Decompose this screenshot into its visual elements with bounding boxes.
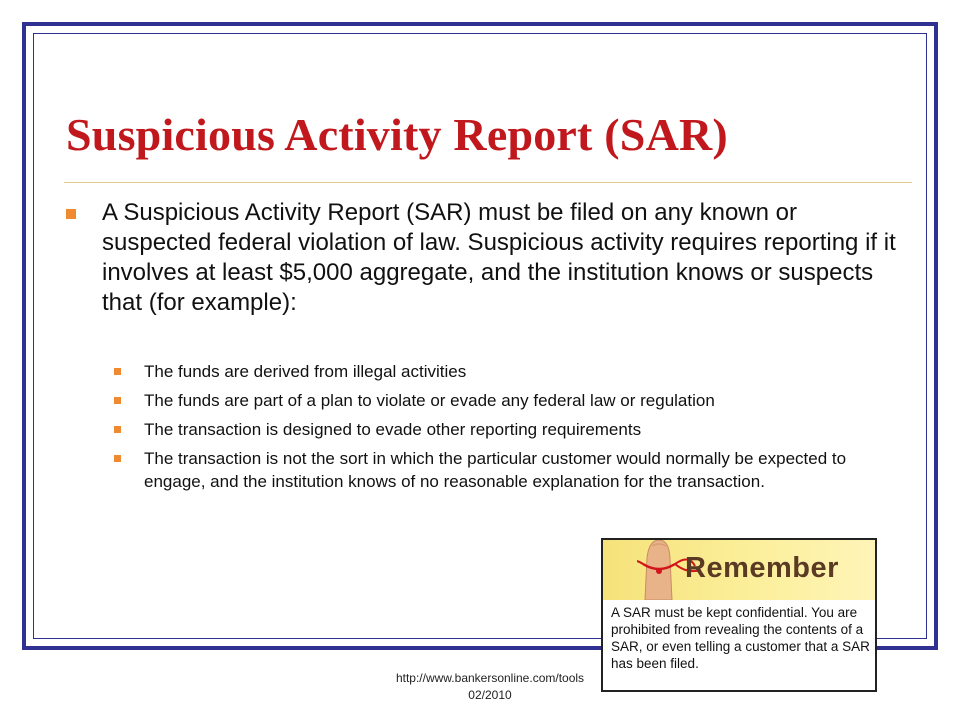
sub-bullet-text: The transaction is not the sort in which the particular customer would normally be expected to engage, and the institution knows of no reasonable explanation for the transaction. xyxy=(144,449,847,491)
square-bullet-icon xyxy=(114,455,121,462)
main-bullet-text: A Suspicious Activity Report (SAR) must be filed on any known or suspected federal violation of law. Suspicious activity requires reporting if it involves at least $5,000 aggregate, and the institution knows or suspects that (for example): xyxy=(102,199,896,316)
source-citation xyxy=(340,670,640,704)
list-item xyxy=(114,389,904,412)
slide-title: Suspicious Activity Report (SAR) xyxy=(66,109,728,160)
main-bullet xyxy=(66,198,906,318)
source-url: http://www.bankersonline.com/tools xyxy=(395,671,585,685)
sub-bullet-text: The funds are part of a plan to violate or evade any federal law or regulation xyxy=(144,391,715,410)
sub-bullet-text: The funds are derived from illegal activities xyxy=(144,362,467,381)
title-divider xyxy=(64,182,912,183)
remember-heading: Remember xyxy=(685,552,839,584)
list-item xyxy=(114,418,904,441)
square-bullet-icon xyxy=(114,426,121,433)
list-item xyxy=(114,447,904,493)
sub-bullet-list xyxy=(114,360,904,499)
list-item xyxy=(114,360,904,383)
square-bullet-icon xyxy=(114,368,121,375)
remember-callout xyxy=(601,538,877,692)
remember-header xyxy=(603,540,875,600)
sub-bullet-text: The transaction is designed to evade other reporting requirements xyxy=(144,420,642,439)
square-bullet-icon xyxy=(114,397,121,404)
square-bullet-icon xyxy=(66,209,76,219)
source-date: 02/2010 xyxy=(468,688,512,702)
remember-body-text: A SAR must be kept confidential. You are prohibited from revealing the contents of a SAR, or even telling a customer that a SAR has been filed. xyxy=(611,605,870,671)
